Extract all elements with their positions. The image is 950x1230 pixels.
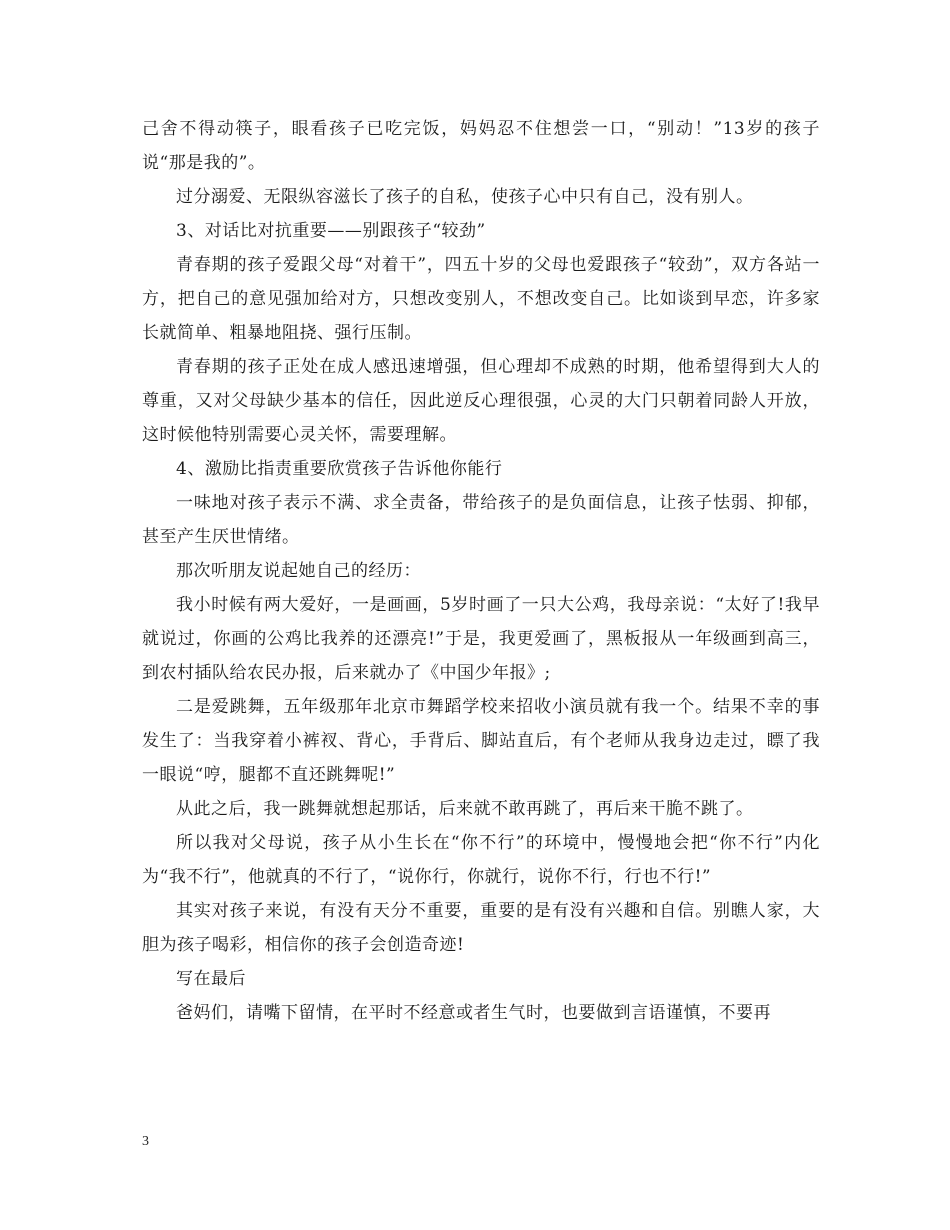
paragraph: 青春期的孩子爱跟父母“对着干”，四五十岁的父母也爱跟孩子“较劲”，双方各站一方，把自己的意见强加给对方，只想改变别人，不想改变自己。比如谈到早恋，许多家长就简单、粗暴地阻挠、强行压制。 — [142, 255, 820, 343]
paragraph: 从此之后，我一跳舞就想起那话，后来就不敢再跳了，再后来干脆不跳了。 — [176, 799, 754, 819]
section-heading: 写在最后 — [176, 969, 246, 989]
paragraph: 其实对孩子来说，有没有天分不重要，重要的是有没有兴趣和自信。别瞧人家，大胆为孩子喝彩，相信你的孩子会创造奇迹! — [142, 901, 820, 955]
paragraph: 我小时候有两大爱好，一是画画，5岁时画了一只大公鸡，我母亲说：“太好了!我早就说过，你画的公鸡比我养的还漂亮!”于是，我更爱画了，黑板报从一年级画到高三，到农村插队给农民办报，后来就办了《中国少年报》; — [142, 595, 820, 683]
paragraph: 爸妈们，请嘴下留情，在平时不经意或者生气时，也要做到言语谨慎，不要再 — [176, 1003, 771, 1023]
paragraph: 过分溺爱、无限纵容滋长了孩子的自私，使孩子心中只有自己，没有别人。 — [176, 187, 754, 207]
paragraph: 己舍不得动筷子，眼看孩子已吃完饭，妈妈忍不住想尝一口，“别动！”13岁的孩子说“那是我的”。 — [142, 119, 820, 173]
section-heading: 3、对话比对抗重要——别跟孩子“较劲” — [176, 221, 486, 241]
body-text — [142, 112, 820, 1030]
section-heading: 4、激励比指责重要欣赏孩子告诉他你能行 — [176, 459, 503, 479]
paragraph: 二是爱跳舞，五年级那年北京市舞蹈学校来招收小演员就有我一个。结果不幸的事发生了：当我穿着小裤衩、背心，手背后、脚站直后，有个老师从我身边走过，瞟了我一眼说“哼，腿都不直还跳舞呢!” — [142, 697, 820, 785]
paragraph: 一味地对孩子表示不满、求全责备，带给孩子的是负面信息，让孩子怯弱、抑郁，甚至产生厌世情绪。 — [142, 493, 820, 547]
paragraph: 青春期的孩子正处在成人感迅速增强，但心理却不成熟的时期，他希望得到大人的尊重，又对父母缺少基本的信任，因此逆反心理很强，心灵的大门只朝着同龄人开放，这时候他特别需要心灵关怀，需要理解。 — [142, 357, 820, 445]
paragraph: 所以我对父母说，孩子从小生长在“你不行”的环境中，慢慢地会把“你不行”内化为“我不行”，他就真的不行了，“说你行，你就行，说你不行，行也不行!” — [142, 833, 820, 887]
paragraph: 那次听朋友说起她自己的经历： — [176, 561, 421, 581]
page-number: 3 — [142, 1134, 149, 1149]
